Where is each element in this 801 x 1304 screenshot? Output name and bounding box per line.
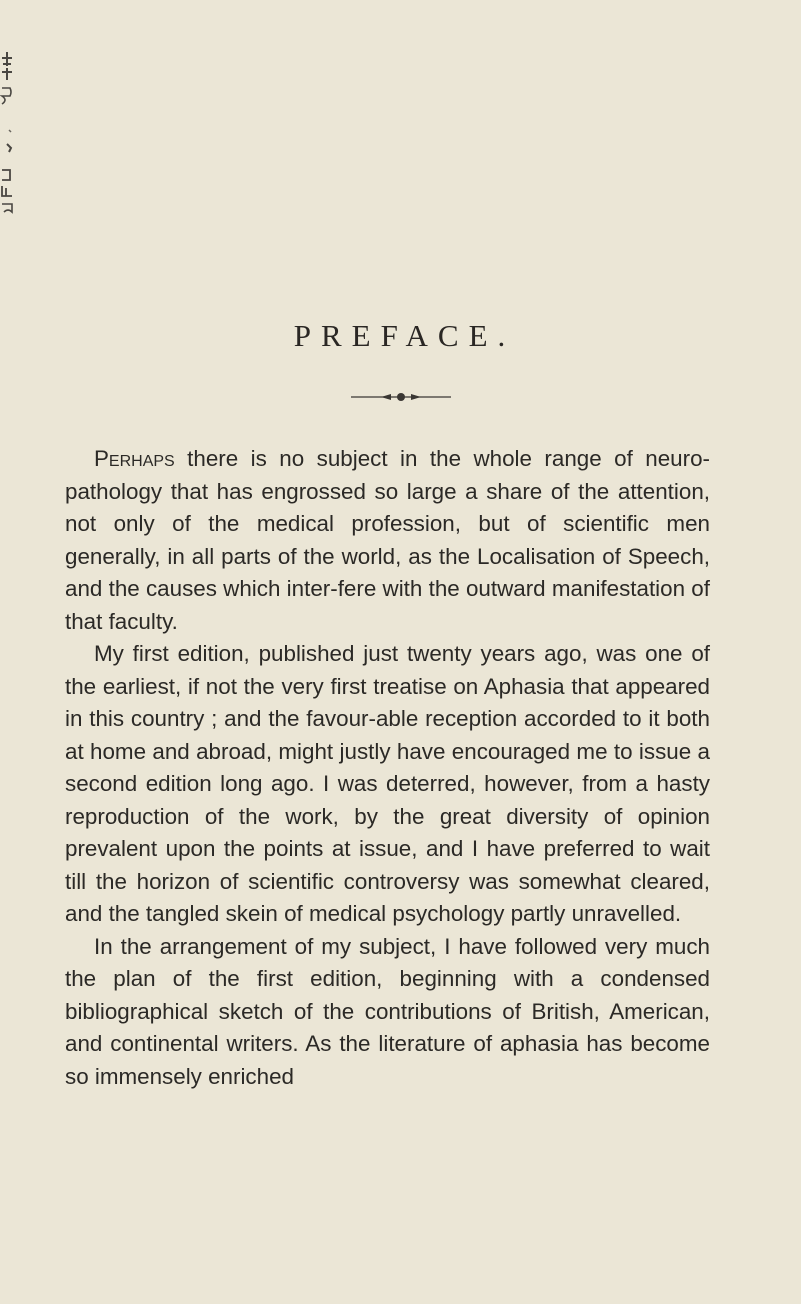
- binding-edge-marks: [0, 40, 14, 220]
- paragraph-text: In the arrangement of my subject, I have followed very much the plan of the first edition, beginning with a condensed bibliographical sketch of the contributions of British, American, and continental writers. As the literature of aphasia has become so immensely enriched: [65, 933, 710, 1089]
- paragraph: [65, 931, 710, 1094]
- preface-body: [65, 443, 710, 1093]
- page-title: PREFACE.: [293, 318, 516, 353]
- paragraph-text: there is no subject in the whole range of neuro-pathology that has engrossed so large a share of the attention, not only of the medical profession, but of scientific men generally, in all parts of the world, as the Localisation of Speech, and the causes which inter-fere with the outward manifestation of that faculty.: [65, 446, 710, 634]
- paragraph-text: My first edition, published just twenty years ago, was one of the earliest, if not the very first treatise on Aphasia that appeared in this country ; and the favour-able reception accorded to it both at home and abroad, might justly have encouraged me to issue a second edition long ago. I was deterred, however, from a hasty reproduction of the work, by the great diversity of opinion prevalent upon the points at issue, and I have preferred to wait till the horizon of scientific controversy was somewhat cleared, and the tangled skein of medical psychology partly unravelled.: [65, 641, 710, 926]
- paragraph-lead-word: Perhaps: [94, 446, 175, 471]
- paragraph: [65, 443, 710, 638]
- paragraph: [65, 638, 710, 931]
- ornament-divider-icon: [351, 392, 451, 402]
